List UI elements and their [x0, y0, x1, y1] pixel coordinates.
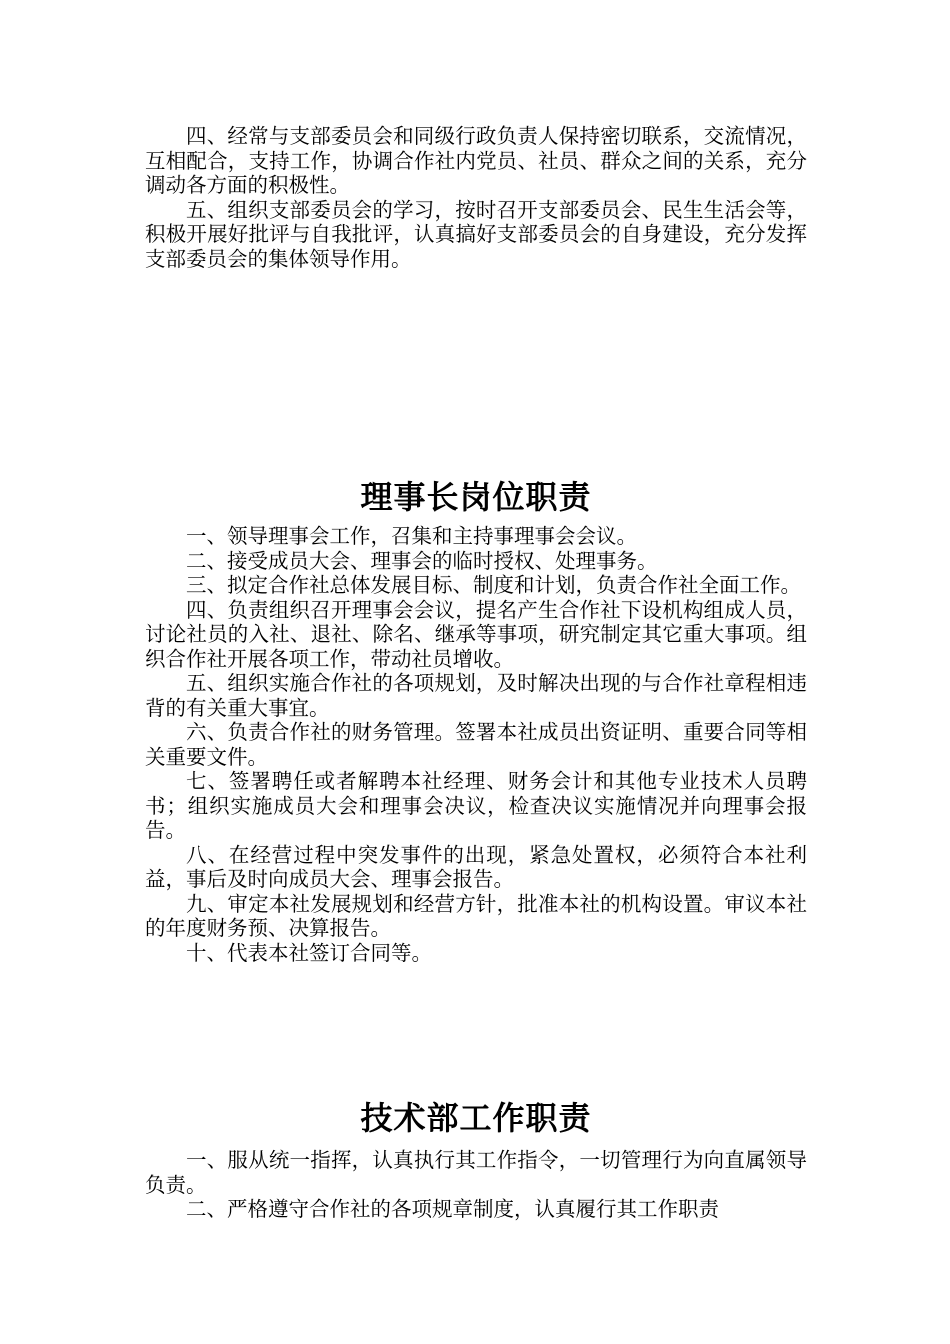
paragraph: 二、严格遵守合作社的各项规章制度，认真履行其工作职责	[186, 1197, 719, 1221]
paragraph: 一、领导理事会工作，召集和主持事理事会会议。	[186, 524, 637, 548]
chairman-title-block	[145, 477, 807, 517]
tech-section	[145, 1148, 807, 1222]
paragraph: 四、负责组织召开理事会会议，提名产生合作社下设机构组成人员，讨论社员的入社、退社、除名、继承等事项，研究制定其它重大事项。组织合作社开展各项工作，带动社员增收。	[145, 597, 807, 671]
paragraph: 五、组织支部委员会的学习，按时召开支部委员会、民生生活会等，积极开展好批评与自我批评，认真搞好支部委员会的自身建设，充分发挥支部委员会的集体领导作用。	[145, 197, 807, 271]
tech-title-block	[145, 1098, 807, 1138]
paragraph: 七、签署聘任或者解聘本社经理、财务会计和其他专业技术人员聘书；组织实施成员大会和理事会决议，检查决议实施情况并向理事会报告。	[145, 769, 807, 842]
paragraph: 六、负责合作社的财务管理。签署本社成员出资证明、重要合同等相关重要文件。	[145, 720, 807, 769]
paragraph: 九、审定本社发展规划和经营方针，批准本社的机构设置。审议本社的年度财务预、决算报告。	[145, 891, 807, 940]
section-title-chairman: 理事长岗位职责	[360, 478, 592, 516]
paragraph: 四、经常与支部委员会和同级行政负责人保持密切联系，交流情况，互相配合，支持工作，协调合作社内党员、社员、群众之间的关系，充分调动各方面的积极性。	[145, 124, 807, 197]
paragraph: 二、接受成员大会、理事会的临时授权、处理事务。	[186, 548, 658, 573]
paragraph: 三、拟定合作社总体发展目标、制度和计划，负责合作社全面工作。	[186, 573, 801, 597]
paragraph: 十、代表本社签订合同等。	[186, 940, 432, 965]
paragraph: 一、服从统一指挥，认真执行其工作指令，一切管理行为向直属领导负责。	[145, 1148, 807, 1197]
paragraph: 五、组织实施合作社的各项规划，及时解决出现的与合作社章程相违背的有关重大事宜。	[145, 671, 807, 720]
chairman-section	[145, 524, 807, 965]
paragraph: 八、在经营过程中突发事件的出现，紧急处置权，必须符合本社利益，事后及时向成员大会、理事会报告。	[145, 842, 807, 891]
section-title-tech: 技术部工作职责	[360, 1099, 592, 1137]
intro-section	[145, 124, 807, 271]
